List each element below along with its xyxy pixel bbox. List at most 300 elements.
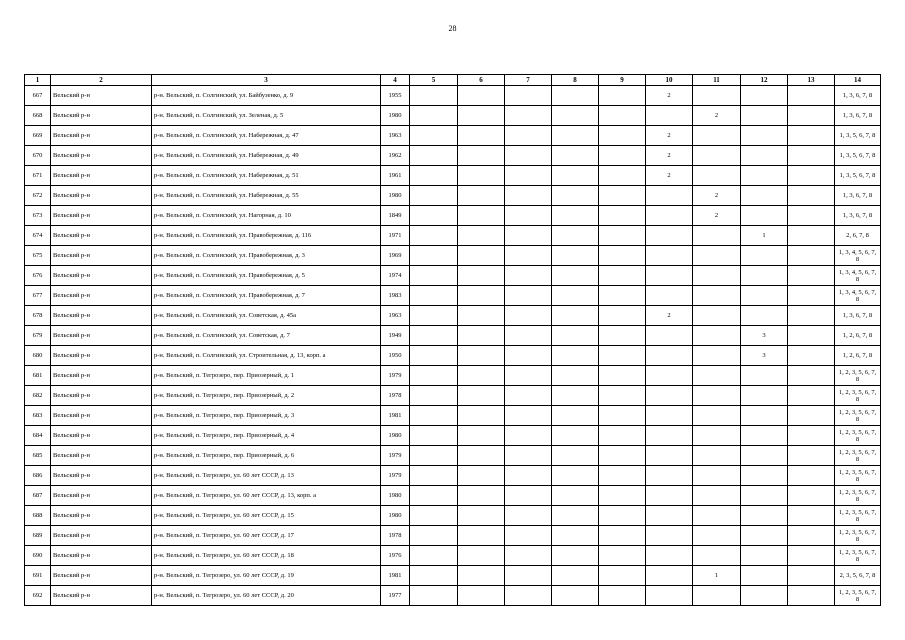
col8-cell xyxy=(552,586,599,606)
col6-cell xyxy=(458,426,505,446)
col7-cell xyxy=(505,266,552,286)
district-cell: Вельский р-н xyxy=(51,566,152,586)
col8-cell xyxy=(552,106,599,126)
table-row xyxy=(25,346,881,366)
col13-cell xyxy=(788,426,835,446)
column-header-9: 9 xyxy=(599,75,646,86)
col8-cell xyxy=(552,266,599,286)
col12-cell xyxy=(741,86,788,106)
col5-cell xyxy=(410,286,458,306)
col6-cell xyxy=(458,526,505,546)
year-cell: 1971 xyxy=(381,226,410,246)
district-cell: Вельский р-н xyxy=(51,346,152,366)
col8-cell xyxy=(552,306,599,326)
col5-cell xyxy=(410,506,458,526)
address-cell: р-н. Вельский, п. Тегрозеро, ул. 60 лет СССР, д. 13 xyxy=(152,466,381,486)
col6-cell xyxy=(458,226,505,246)
col5-cell xyxy=(410,546,458,566)
district-cell: Вельский р-н xyxy=(51,446,152,466)
col12-cell xyxy=(741,166,788,186)
column-header-5: 5 xyxy=(410,75,458,86)
column-header-8: 8 xyxy=(552,75,599,86)
col14-cell: 1, 2, 3, 5, 6, 7, 8 xyxy=(835,386,881,406)
col9-cell xyxy=(599,426,646,446)
col11-cell xyxy=(693,166,741,186)
col12-cell xyxy=(741,406,788,426)
col13-cell xyxy=(788,406,835,426)
housing-registry-table xyxy=(24,74,881,606)
table-row xyxy=(25,566,881,586)
year-cell: 1978 xyxy=(381,526,410,546)
year-cell: 1962 xyxy=(381,146,410,166)
col8-cell xyxy=(552,566,599,586)
col12-cell xyxy=(741,546,788,566)
col5-cell xyxy=(410,426,458,446)
col8-cell xyxy=(552,146,599,166)
col6-cell xyxy=(458,406,505,426)
table-row xyxy=(25,586,881,606)
col8-cell xyxy=(552,166,599,186)
col9-cell xyxy=(599,406,646,426)
col14-cell: 1, 3, 4, 5, 6, 7, 8 xyxy=(835,266,881,286)
col5-cell xyxy=(410,326,458,346)
col6-cell xyxy=(458,446,505,466)
col14-cell: 1, 3, 4, 5, 6, 7, 8 xyxy=(835,246,881,266)
col6-cell xyxy=(458,466,505,486)
address-cell: р-н. Вельский, п. Солгинский, ул. Строительная, д. 13, корп. а xyxy=(152,346,381,366)
col8-cell xyxy=(552,86,599,106)
col6-cell xyxy=(458,106,505,126)
col6-cell xyxy=(458,586,505,606)
column-header-1: 1 xyxy=(25,75,51,86)
col7-cell xyxy=(505,186,552,206)
col7-cell xyxy=(505,566,552,586)
col9-cell xyxy=(599,106,646,126)
table-row xyxy=(25,306,881,326)
row-number: 667 xyxy=(25,86,51,106)
col14-cell: 1, 3, 5, 6, 7, 8 xyxy=(835,166,881,186)
table-row xyxy=(25,226,881,246)
year-cell: 1979 xyxy=(381,466,410,486)
col9-cell xyxy=(599,526,646,546)
address-cell: р-н. Вельский, п. Солгинский, ул. Правобережная, д. 116 xyxy=(152,226,381,246)
address-cell: р-н. Вельский, п. Солгинский, ул. Советская, д. 7 xyxy=(152,326,381,346)
col8-cell xyxy=(552,186,599,206)
col7-cell xyxy=(505,286,552,306)
address-cell: р-н. Вельский, п. Тегрозеро, ул. 60 лет СССР, д. 19 xyxy=(152,566,381,586)
col13-cell xyxy=(788,446,835,466)
col7-cell xyxy=(505,506,552,526)
col8-cell xyxy=(552,246,599,266)
year-cell: 1963 xyxy=(381,306,410,326)
address-cell: р-н. Вельский, п. Тегрозеро, пер. Приозерный, д. 4 xyxy=(152,426,381,446)
row-number: 684 xyxy=(25,426,51,446)
col7-cell xyxy=(505,526,552,546)
column-header-6: 6 xyxy=(458,75,505,86)
col8-cell xyxy=(552,506,599,526)
row-number: 670 xyxy=(25,146,51,166)
col7-cell xyxy=(505,126,552,146)
col10-cell xyxy=(646,106,693,126)
address-cell: р-н. Вельский, п. Солгинский, ул. Набережная, д. 47 xyxy=(152,126,381,146)
col8-cell xyxy=(552,366,599,386)
col9-cell xyxy=(599,146,646,166)
col5-cell xyxy=(410,346,458,366)
col11-cell xyxy=(693,126,741,146)
col6-cell xyxy=(458,246,505,266)
col6-cell xyxy=(458,206,505,226)
col12-cell: 3 xyxy=(741,346,788,366)
col12-cell xyxy=(741,426,788,446)
col14-cell: 1, 3, 5, 6, 7, 8 xyxy=(835,146,881,166)
col14-cell: 1, 2, 6, 7, 8 xyxy=(835,346,881,366)
table-row xyxy=(25,486,881,506)
district-cell: Вельский р-н xyxy=(51,406,152,426)
col12-cell xyxy=(741,386,788,406)
district-cell: Вельский р-н xyxy=(51,206,152,226)
year-cell: 1849 xyxy=(381,206,410,226)
address-cell: р-н. Вельский, п. Тегрозеро, пер. Приозерный, д. 6 xyxy=(152,446,381,466)
col13-cell xyxy=(788,286,835,306)
col7-cell xyxy=(505,246,552,266)
col10-cell xyxy=(646,466,693,486)
col13-cell xyxy=(788,266,835,286)
col7-cell xyxy=(505,426,552,446)
col12-cell xyxy=(741,186,788,206)
row-number: 688 xyxy=(25,506,51,526)
col7-cell xyxy=(505,306,552,326)
col8-cell xyxy=(552,526,599,546)
row-number: 668 xyxy=(25,106,51,126)
district-cell: Вельский р-н xyxy=(51,306,152,326)
col11-cell xyxy=(693,146,741,166)
col9-cell xyxy=(599,546,646,566)
col5-cell xyxy=(410,486,458,506)
address-cell: р-н. Вельский, п. Тегрозеро, пер. Приозерный, д. 3 xyxy=(152,406,381,426)
col6-cell xyxy=(458,126,505,146)
address-cell: р-н. Вельский, п. Тегрозеро, пер. Приозерный, д. 2 xyxy=(152,386,381,406)
col12-cell xyxy=(741,446,788,466)
table-row xyxy=(25,386,881,406)
district-cell: Вельский р-н xyxy=(51,426,152,446)
col14-cell: 1, 3, 6, 7, 8 xyxy=(835,106,881,126)
col5-cell xyxy=(410,226,458,246)
col6-cell xyxy=(458,326,505,346)
col10-cell xyxy=(646,486,693,506)
col10-cell: 2 xyxy=(646,146,693,166)
table-row xyxy=(25,286,881,306)
col13-cell xyxy=(788,366,835,386)
col10-cell xyxy=(646,206,693,226)
col13-cell xyxy=(788,186,835,206)
col8-cell xyxy=(552,326,599,346)
col13-cell xyxy=(788,566,835,586)
col11-cell xyxy=(693,266,741,286)
col12-cell: 1 xyxy=(741,226,788,246)
col11-cell xyxy=(693,246,741,266)
address-cell: р-н. Вельский, п. Солгинский, ул. Советская, д. 45а xyxy=(152,306,381,326)
col14-cell: 1, 3, 6, 7, 8 xyxy=(835,306,881,326)
address-cell: р-н. Вельский, п. Тегрозеро, ул. 60 лет СССР, д. 13, корп. а xyxy=(152,486,381,506)
col11-cell xyxy=(693,466,741,486)
col7-cell xyxy=(505,406,552,426)
col10-cell xyxy=(646,386,693,406)
col8-cell xyxy=(552,446,599,466)
col11-cell xyxy=(693,86,741,106)
col14-cell: 1, 2, 3, 5, 6, 7, 8 xyxy=(835,486,881,506)
district-cell: Вельский р-н xyxy=(51,586,152,606)
col11-cell xyxy=(693,426,741,446)
col6-cell xyxy=(458,366,505,386)
col11-cell xyxy=(693,446,741,466)
col14-cell: 1, 2, 3, 5, 6, 7, 8 xyxy=(835,526,881,546)
col11-cell xyxy=(693,406,741,426)
col13-cell xyxy=(788,226,835,246)
col7-cell xyxy=(505,166,552,186)
col10-cell: 2 xyxy=(646,166,693,186)
col10-cell xyxy=(646,226,693,246)
address-cell: р-н. Вельский, п. Солгинский, ул. Набережная, д. 51 xyxy=(152,166,381,186)
row-number: 676 xyxy=(25,266,51,286)
table-row xyxy=(25,546,881,566)
year-cell: 1949 xyxy=(381,326,410,346)
col9-cell xyxy=(599,166,646,186)
col8-cell xyxy=(552,546,599,566)
row-number: 674 xyxy=(25,226,51,246)
col11-cell: 2 xyxy=(693,106,741,126)
table-row xyxy=(25,446,881,466)
col6-cell xyxy=(458,346,505,366)
table-body xyxy=(25,86,881,606)
col10-cell xyxy=(646,526,693,546)
col5-cell xyxy=(410,386,458,406)
col12-cell xyxy=(741,366,788,386)
col13-cell xyxy=(788,326,835,346)
col7-cell xyxy=(505,326,552,346)
table-row xyxy=(25,166,881,186)
col10-cell xyxy=(646,326,693,346)
year-cell: 1977 xyxy=(381,586,410,606)
col6-cell xyxy=(458,146,505,166)
address-cell: р-н. Вельский, п. Солгинский, ул. Байбузенко, д. 9 xyxy=(152,86,381,106)
col13-cell xyxy=(788,106,835,126)
col10-cell: 2 xyxy=(646,126,693,146)
col7-cell xyxy=(505,206,552,226)
col8-cell xyxy=(552,126,599,146)
col14-cell: 1, 3, 5, 6, 7, 8 xyxy=(835,126,881,146)
col9-cell xyxy=(599,306,646,326)
col7-cell xyxy=(505,446,552,466)
col9-cell xyxy=(599,126,646,146)
col12-cell xyxy=(741,306,788,326)
table-row xyxy=(25,506,881,526)
col11-cell xyxy=(693,386,741,406)
col6-cell xyxy=(458,386,505,406)
col7-cell xyxy=(505,466,552,486)
col8-cell xyxy=(552,226,599,246)
col7-cell xyxy=(505,346,552,366)
col14-cell: 1, 2, 3, 5, 6, 7, 8 xyxy=(835,406,881,426)
col11-cell: 1 xyxy=(693,566,741,586)
row-number: 677 xyxy=(25,286,51,306)
col7-cell xyxy=(505,386,552,406)
district-cell: Вельский р-н xyxy=(51,366,152,386)
col9-cell xyxy=(599,186,646,206)
col10-cell xyxy=(646,546,693,566)
col14-cell: 1, 2, 6, 7, 8 xyxy=(835,326,881,346)
year-cell: 1981 xyxy=(381,566,410,586)
column-header-10: 10 xyxy=(646,75,693,86)
district-cell: Вельский р-н xyxy=(51,326,152,346)
col11-cell xyxy=(693,586,741,606)
col14-cell: 1, 3, 6, 7, 8 xyxy=(835,86,881,106)
column-header-7: 7 xyxy=(505,75,552,86)
col9-cell xyxy=(599,506,646,526)
district-cell: Вельский р-н xyxy=(51,466,152,486)
year-cell: 1961 xyxy=(381,166,410,186)
col8-cell xyxy=(552,206,599,226)
col5-cell xyxy=(410,106,458,126)
col6-cell xyxy=(458,86,505,106)
col9-cell xyxy=(599,586,646,606)
table-row xyxy=(25,326,881,346)
col14-cell: 1, 3, 6, 7, 8 xyxy=(835,206,881,226)
col7-cell xyxy=(505,366,552,386)
row-number: 679 xyxy=(25,326,51,346)
col14-cell: 1, 2, 3, 5, 6, 7, 8 xyxy=(835,366,881,386)
col13-cell xyxy=(788,166,835,186)
row-number: 669 xyxy=(25,126,51,146)
col12-cell xyxy=(741,106,788,126)
col6-cell xyxy=(458,186,505,206)
address-cell: р-н. Вельский, п. Солгинский, ул. Правобережная, д. 3 xyxy=(152,246,381,266)
row-number: 682 xyxy=(25,386,51,406)
col12-cell xyxy=(741,566,788,586)
col5-cell xyxy=(410,586,458,606)
col12-cell xyxy=(741,586,788,606)
col13-cell xyxy=(788,146,835,166)
col10-cell xyxy=(646,506,693,526)
row-number: 671 xyxy=(25,166,51,186)
col6-cell xyxy=(458,566,505,586)
col9-cell xyxy=(599,286,646,306)
col8-cell xyxy=(552,486,599,506)
col13-cell xyxy=(788,486,835,506)
col11-cell xyxy=(693,546,741,566)
col10-cell xyxy=(646,446,693,466)
col12-cell xyxy=(741,526,788,546)
address-cell: р-н. Вельский, п. Тегрозеро, ул. 60 лет СССР, д. 20 xyxy=(152,586,381,606)
row-number: 692 xyxy=(25,586,51,606)
col7-cell xyxy=(505,226,552,246)
col10-cell xyxy=(646,186,693,206)
col8-cell xyxy=(552,426,599,446)
address-cell: р-н. Вельский, п. Тегрозеро, ул. 60 лет СССР, д. 17 xyxy=(152,526,381,546)
row-number: 687 xyxy=(25,486,51,506)
column-header-4: 4 xyxy=(381,75,410,86)
table-row xyxy=(25,526,881,546)
table-row xyxy=(25,466,881,486)
table-row xyxy=(25,206,881,226)
year-cell: 1976 xyxy=(381,546,410,566)
col5-cell xyxy=(410,466,458,486)
table-row xyxy=(25,406,881,426)
district-cell: Вельский р-н xyxy=(51,546,152,566)
table-row xyxy=(25,146,881,166)
col12-cell xyxy=(741,466,788,486)
col14-cell: 1, 2, 3, 5, 6, 7, 8 xyxy=(835,466,881,486)
address-cell: р-н. Вельский, п. Солгинский, ул. Набережная, д. 49 xyxy=(152,146,381,166)
col9-cell xyxy=(599,446,646,466)
year-cell: 1980 xyxy=(381,186,410,206)
address-cell: р-н. Вельский, п. Тегрозеро, ул. 60 лет СССР, д. 18 xyxy=(152,546,381,566)
district-cell: Вельский р-н xyxy=(51,266,152,286)
col9-cell xyxy=(599,566,646,586)
year-cell: 1979 xyxy=(381,446,410,466)
col13-cell xyxy=(788,206,835,226)
col10-cell xyxy=(646,566,693,586)
col10-cell xyxy=(646,266,693,286)
row-number: 686 xyxy=(25,466,51,486)
col5-cell xyxy=(410,446,458,466)
district-cell: Вельский р-н xyxy=(51,86,152,106)
col9-cell xyxy=(599,226,646,246)
row-number: 691 xyxy=(25,566,51,586)
col13-cell xyxy=(788,526,835,546)
year-cell: 1983 xyxy=(381,286,410,306)
col13-cell xyxy=(788,246,835,266)
col9-cell xyxy=(599,246,646,266)
col5-cell xyxy=(410,126,458,146)
district-cell: Вельский р-н xyxy=(51,146,152,166)
district-cell: Вельский р-н xyxy=(51,486,152,506)
row-number: 689 xyxy=(25,526,51,546)
district-cell: Вельский р-н xyxy=(51,166,152,186)
col12-cell xyxy=(741,266,788,286)
address-cell: р-н. Вельский, п. Тегрозеро, пер. Приозерный, д. 1 xyxy=(152,366,381,386)
col11-cell xyxy=(693,306,741,326)
row-number: 680 xyxy=(25,346,51,366)
col14-cell: 1, 2, 3, 5, 6, 7, 8 xyxy=(835,426,881,446)
col7-cell xyxy=(505,486,552,506)
table-row xyxy=(25,366,881,386)
col12-cell xyxy=(741,206,788,226)
column-header-11: 11 xyxy=(693,75,741,86)
col14-cell: 1, 3, 4, 5, 6, 7, 8 xyxy=(835,286,881,306)
col11-cell xyxy=(693,526,741,546)
row-number: 673 xyxy=(25,206,51,226)
col12-cell xyxy=(741,126,788,146)
district-cell: Вельский р-н xyxy=(51,126,152,146)
col9-cell xyxy=(599,366,646,386)
table-row xyxy=(25,126,881,146)
col7-cell xyxy=(505,86,552,106)
col10-cell: 2 xyxy=(646,306,693,326)
col13-cell xyxy=(788,506,835,526)
col10-cell xyxy=(646,286,693,306)
page-number: 28 xyxy=(448,24,457,33)
table-row xyxy=(25,266,881,286)
year-cell: 1981 xyxy=(381,406,410,426)
col12-cell xyxy=(741,246,788,266)
district-cell: Вельский р-н xyxy=(51,286,152,306)
col8-cell xyxy=(552,386,599,406)
col7-cell xyxy=(505,106,552,126)
col5-cell xyxy=(410,246,458,266)
col6-cell xyxy=(458,486,505,506)
col10-cell xyxy=(646,586,693,606)
col9-cell xyxy=(599,466,646,486)
